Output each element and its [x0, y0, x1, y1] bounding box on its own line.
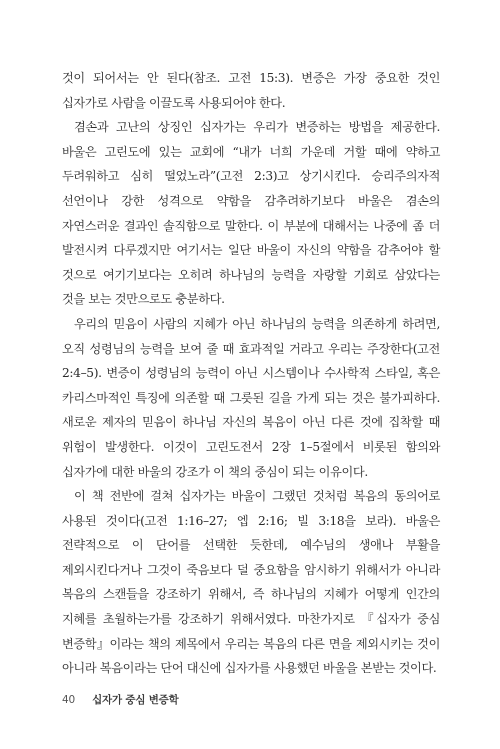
page-body: [62, 66, 440, 681]
paragraph-spirit-power: 우리의 믿음이 사람의 지혜가 아닌 하나님의 능력을 의존하게 하려면, 오직 성령님의 능력을 보여 줄 때 효과적일 거라고 우리는 주장한다(고전 2:4–5). 변증이 성령님의 능력이 아닌 시스템이나 수사학적 스타일, 혹은 카리스마적인 특징에 의존할 때 그릇된 길을 가게 되는 것은 불가피하다. 새로운 제자의 믿음이 하나님 자신의 복음이 아닌 다른 것에 집착할 때 위험이 발생한다. 이것이 고린도전서 2장 1–5절에서 비롯된 함의와 십자가에 대한 바울의 강조가 이 책의 중심이 되는 이유이다.: [62, 316, 440, 479]
page-number: 40: [62, 694, 75, 706]
paragraph-cross-synonym: 이 책 전반에 걸쳐 십자가는 바울이 그랬던 것처럼 복음의 동의어로 사용된 것이다(고전 1:16–27; 엡 2:16; 빌 3:18을 보라). 바울은 전략적으로 이 단어를 선택한 듯한데, 예수님의 생애나 부활을 제외시킨다거나 그것이 죽음보다 덜 중요함을 암시하기 위해서가 아니라 복음의 스캔들을 강조하기 위해서, 즉 하나님의 지혜가 어떻게 인간의 지혜를 초월하는가를 강조하기 위해서였다. 마찬가지로 『십자가 중심 변증학』이라는 책의 제목에서 우리는 복음의 다른 면을 제외시키는 것이 아니라 복음이라는 단어 대신에 십자가를 사용했던 바울을 본받는 것이다.: [62, 489, 440, 676]
running-title: 십자가 중심 변증학: [92, 694, 179, 706]
page-footer: [62, 692, 179, 707]
paragraph-continuation: 것이 되어서는 안 된다(참조. 고전 15:3). 변증은 가장 중요한 것인 십자가로 사람을 이끌도록 사용되어야 한다.: [62, 71, 440, 110]
paragraph-humility-cross: 겸손과 고난의 상징인 십자가는 우리가 변증하는 방법을 제공한다. 바울은 고린도에 있는 교회에 “내가 너희 가운데 거할 때에 약하고 두려워하고 심히 떨었노라”(고전 2:3)고 상기시킨다. 승리주의자적 선언이나 강한 성격으로 약함을 감추려하기보다 바울은 겸손의 자연스러운 결과인 솔직함으로 말한다. 이 부분에 대해서는 나중에 좀 더 발전시켜 다루겠지만 여기서는 일단 바울이 자신의 약함을 감추어야 할 것으로 여기기보다는 오히려 하나님의 능력을 자랑할 기회로 삼았다는 것을 보는 것만으로도 충분하다.: [62, 120, 440, 307]
